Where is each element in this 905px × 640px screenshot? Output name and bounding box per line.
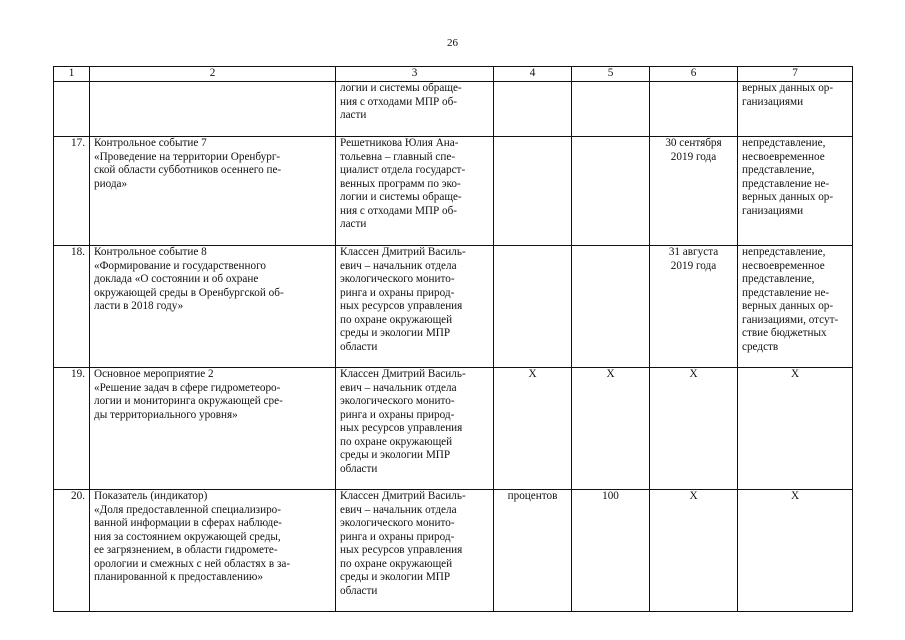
page-number: 26 <box>447 37 458 49</box>
row-date: Х <box>650 368 738 490</box>
row-unit <box>494 82 572 137</box>
row-date: 31 августа 2019 года <box>650 246 738 368</box>
row-responsible: Классен Дмитрий Василь- евич – начальник отдела экологического монито- ринга и охраны природ- ных ресурсов управления по охране окружающей среды и экологии МПР области <box>336 490 494 612</box>
row-event: Показатель (индикатор) «Доля предоставленной специализиро- ванной информации в сферах наблюде- ния за состоянием окружающей среды, ее загрязнением, в области гидромете- орологии и смежных с ней областях в за- планированной к предоставлению» <box>90 490 336 612</box>
column-header-responsible: 3 <box>336 67 494 82</box>
column-header-date: 6 <box>650 67 738 82</box>
column-header-event: 2 <box>90 67 336 82</box>
row-number <box>54 82 90 137</box>
row-unit <box>494 137 572 246</box>
table-row <box>54 490 853 612</box>
row-unit: Х <box>494 368 572 490</box>
row-risk: верных данных ор- ганизациями <box>738 82 853 137</box>
row-number: 17. <box>54 137 90 246</box>
row-value <box>572 137 650 246</box>
row-risk: Х <box>738 490 853 612</box>
row-value: Х <box>572 368 650 490</box>
column-header-value: 5 <box>572 67 650 82</box>
row-unit <box>494 246 572 368</box>
row-date: Х <box>650 490 738 612</box>
row-responsible: Классен Дмитрий Василь- евич – начальник отдела экологического монито- ринга и охраны природ- ных ресурсов управления по охране окружающей среды и экологии МПР области <box>336 368 494 490</box>
column-header-unit: 4 <box>494 67 572 82</box>
row-event: Контрольное событие 7 «Проведение на территории Оренбург- ской области субботников осеннего пе- риода» <box>90 137 336 246</box>
table-header-row <box>54 67 853 82</box>
row-responsible: Классен Дмитрий Василь- евич – начальник отдела экологического монито- ринга и охраны природ- ных ресурсов управления по охране окружающей среды и экологии МПР области <box>336 246 494 368</box>
row-event: Контрольное событие 8 «Формирование и государственного доклада «О состоянии и об охране окружающей среды в Оренбургской об- ласти в 2018 году» <box>90 246 336 368</box>
table-row <box>54 368 853 490</box>
row-event: Основное мероприятие 2 «Решение задач в сфере гидрометеоро- логии и мониторинга окружающей сре- ды территориального уровня» <box>90 368 336 490</box>
row-number: 19. <box>54 368 90 490</box>
table-row <box>54 137 853 246</box>
row-number: 18. <box>54 246 90 368</box>
row-value <box>572 82 650 137</box>
column-header-risk: 7 <box>738 67 853 82</box>
row-date: 30 сентября 2019 года <box>650 137 738 246</box>
table-row <box>54 246 853 368</box>
column-header-number: 1 <box>54 67 90 82</box>
row-responsible: Решетникова Юлия Ана- тольевна – главный спе- циалист отдела государст- венных программ по эко- логии и системы обраще- ния с отходами МПР об- ласти <box>336 137 494 246</box>
row-risk: непредставление, несвоевременное представление, представление не- верных данных ор- ганизациями, отсут- ствие бюджетных средств <box>738 246 853 368</box>
row-value: 100 <box>572 490 650 612</box>
plan-table <box>53 66 853 612</box>
row-number: 20. <box>54 490 90 612</box>
row-date <box>650 82 738 137</box>
table-row <box>54 82 853 137</box>
row-risk: Х <box>738 368 853 490</box>
row-event <box>90 82 336 137</box>
row-value <box>572 246 650 368</box>
row-responsible: логии и системы обраще- ния с отходами МПР об- ласти <box>336 82 494 137</box>
row-unit: процентов <box>494 490 572 612</box>
row-risk: непредставление, несвоевременное представление, представление не- верных данных ор- ганизациями <box>738 137 853 246</box>
